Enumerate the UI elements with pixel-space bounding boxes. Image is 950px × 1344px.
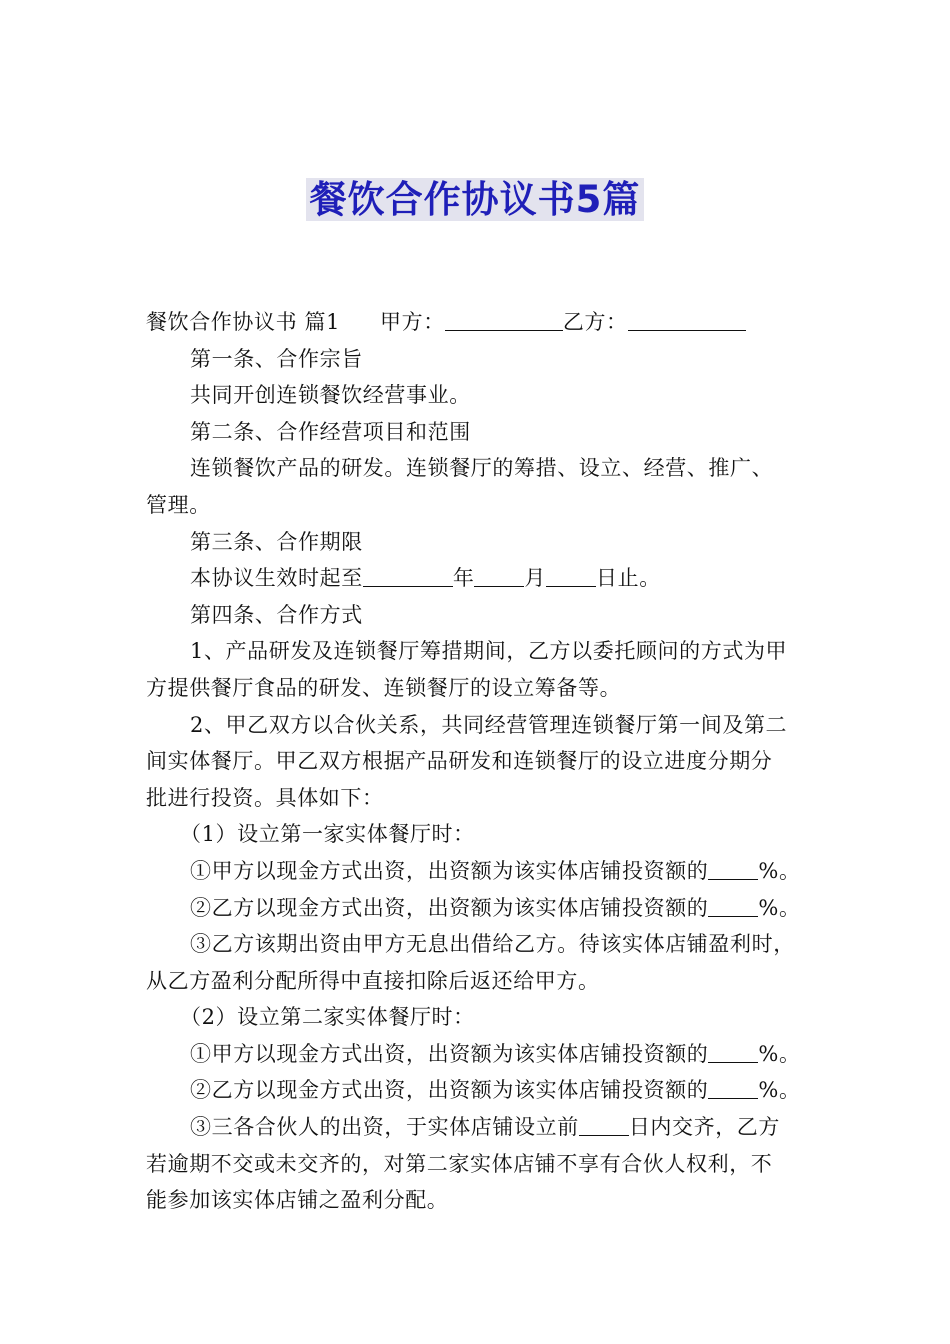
percent-blank [708, 1040, 758, 1063]
percent-label: %。 [758, 858, 801, 883]
article-4-heading: 第四条、合作方式 [190, 602, 363, 627]
section-2-item-1-text: ①甲方以现金方式出资，出资额为该实体店铺投资额的 [190, 1041, 709, 1066]
party-line [146, 304, 806, 341]
percent-label: %。 [758, 895, 801, 920]
article-4-item-2-line-1: 2、甲乙双方以合伙关系，共同经营管理连锁餐厅第一间及第二 [190, 712, 788, 737]
party-b-label: 乙方： [562, 310, 628, 334]
section-1-item-2-text: ②乙方以现金方式出资，出资额为该实体店铺投资额的 [190, 895, 709, 920]
part-heading: 餐饮合作协议书 篇1 [146, 310, 341, 334]
article-3-heading: 第三条、合作期限 [190, 529, 363, 554]
percent-label: %。 [758, 1041, 801, 1066]
percent-blank [708, 894, 758, 917]
section-1-item-1-text: ①甲方以现金方式出资，出资额为该实体店铺投资额的 [190, 858, 709, 883]
term-start-text: 本协议生效时起至 [190, 566, 363, 591]
section-2-heading: （2）设立第二家实体餐厅时： [180, 1005, 475, 1030]
document-title-text: 餐饮合作协议书5篇 [306, 178, 645, 221]
section-2-item-3-text: ③三各合伙人的出资，于实体店铺设立前 [190, 1115, 579, 1140]
section-1-item-2 [146, 890, 806, 927]
section-1-item-3-line-2: 从乙方盈利分配所得中直接扣除后返还给甲方。 [146, 968, 600, 993]
article-4-item-2-line-2: 间实体餐厅。甲乙双方根据产品研发和连锁餐厅的设立进度分期分 [146, 749, 773, 774]
section-2-item-3-text-end: 日内交齐，乙方 [628, 1115, 781, 1140]
article-1-heading: 第一条、合作宗旨 [190, 346, 363, 371]
section-2-item-3-line-2: 若逾期不交或未交齐的，对第二家实体店铺不享有合伙人权利，不 [146, 1151, 773, 1176]
document-body [146, 304, 806, 1219]
section-2-item-2 [146, 1072, 806, 1109]
article-4-item-1-line-2: 方提供餐厅食品的研发、连锁餐厅的设立筹备等。 [146, 675, 622, 700]
section-2-item-3-line-1 [146, 1109, 806, 1146]
section-1-heading: （1）设立第一家实体餐厅时： [180, 822, 475, 847]
article-4-item-2-line-3: 批进行投资。具体如下： [146, 785, 384, 810]
article-1-text: 共同开创连锁餐饮经营事业。 [190, 383, 471, 408]
day-label: 日止。 [596, 566, 661, 591]
party-a-label: 甲方： [380, 310, 445, 334]
year-blank [363, 564, 453, 587]
day-blank [546, 564, 596, 587]
article-2-text-line-1: 连锁餐饮产品的研发。连锁餐厅的筹措、设立、经营、推广、 [190, 456, 774, 481]
section-1-item-1 [146, 853, 806, 890]
year-label: 年 [452, 566, 475, 591]
party-a-blank [445, 308, 563, 331]
article-2-heading: 第二条、合作经营项目和范围 [190, 419, 471, 444]
month-label: 月 [524, 566, 547, 591]
article-4-item-1-line-1: 1、产品研发及连锁餐厅筹措期间，乙方以委托顾问的方式为甲 [190, 639, 788, 664]
article-3-text [146, 560, 806, 597]
section-2-item-1 [146, 1036, 806, 1073]
party-b-blank [628, 308, 746, 331]
percent-blank [708, 1076, 758, 1099]
percent-label: %。 [758, 1078, 801, 1103]
section-2-item-3-line-3: 能参加该实体店铺之盈利分配。 [146, 1188, 449, 1213]
days-blank [579, 1113, 629, 1136]
section-1-item-3-line-1: ③乙方该期出资由甲方无息出借给乙方。待该实体店铺盈利时， [190, 932, 795, 957]
month-blank [474, 564, 524, 587]
percent-blank [708, 857, 758, 880]
section-2-item-2-text: ②乙方以现金方式出资，出资额为该实体店铺投资额的 [190, 1078, 709, 1103]
article-2-text-line-2: 管理。 [146, 492, 211, 517]
document-title [0, 172, 950, 228]
